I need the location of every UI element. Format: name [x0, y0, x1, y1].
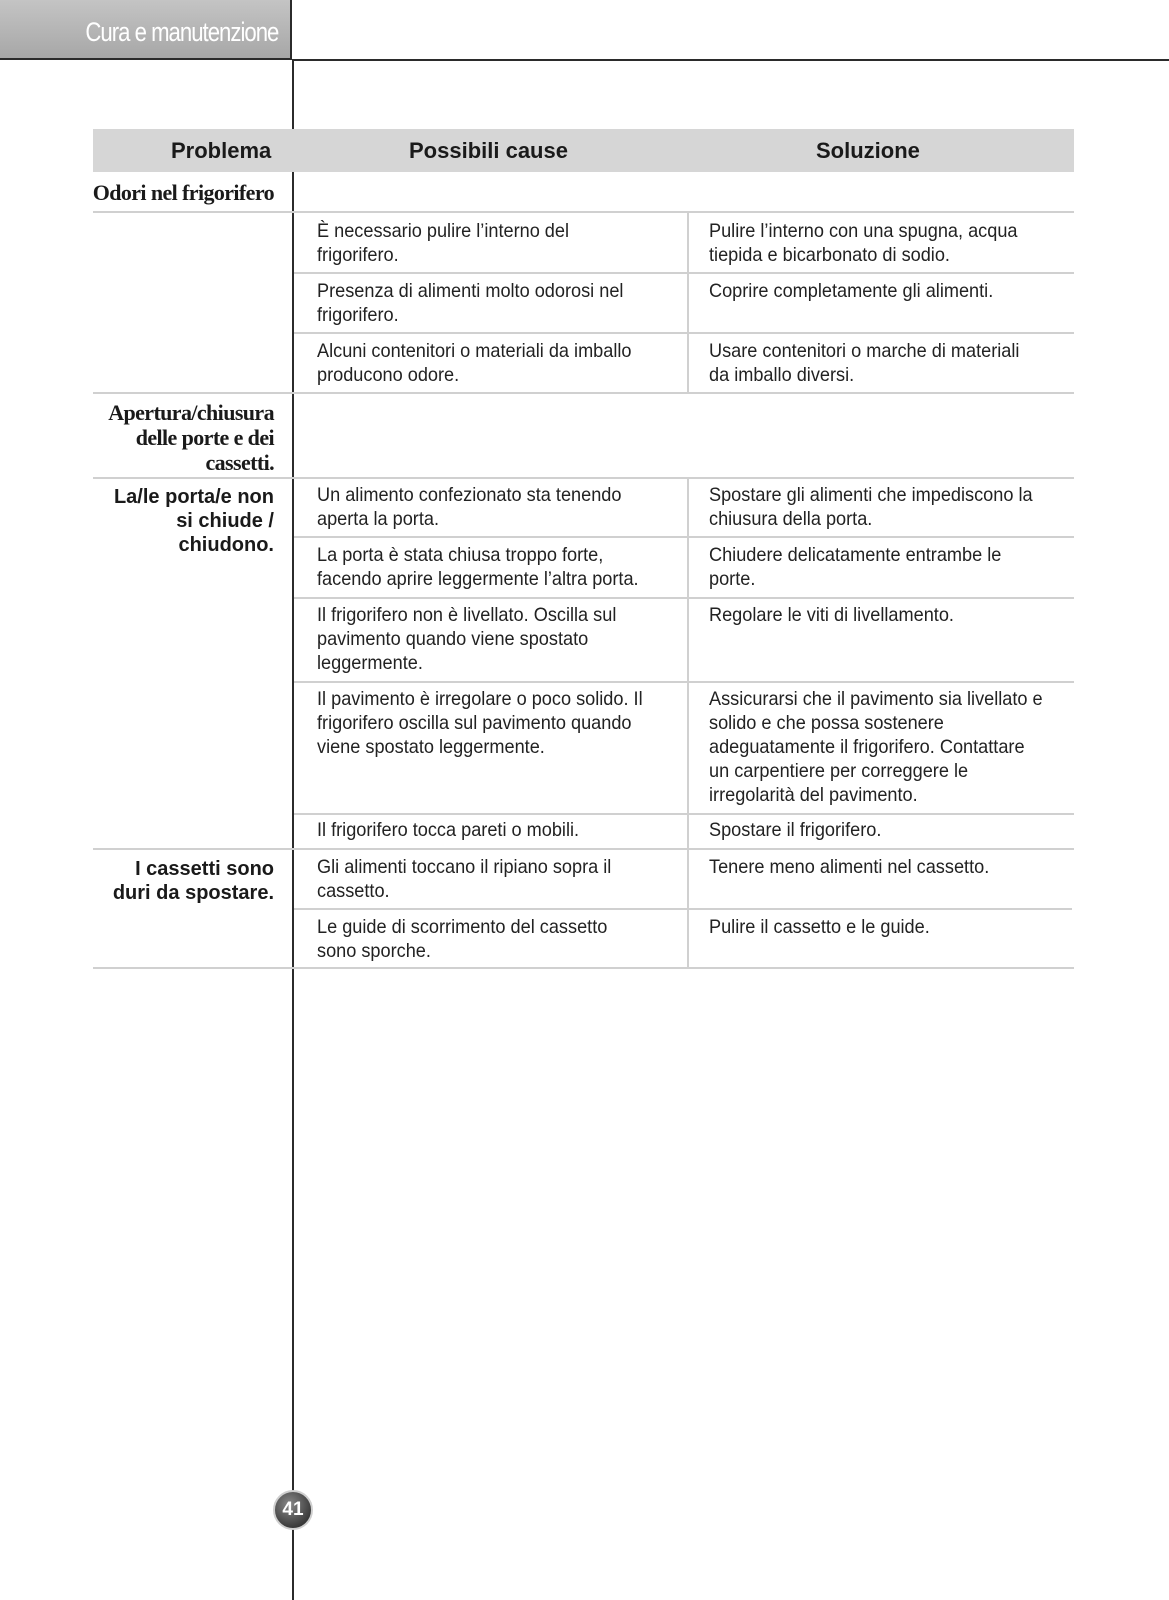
- problem-door-drawer-opening: Apertura/chiusura delle porte e dei cassetti.: [108, 400, 274, 475]
- row-divider: [93, 211, 1074, 213]
- header-rule: [292, 59, 1169, 61]
- solution-cell: Tenere meno alimenti nel cassetto.: [709, 856, 990, 878]
- row-divider: [294, 597, 1074, 599]
- row-divider: [294, 813, 1074, 815]
- row-divider: [294, 908, 1072, 910]
- margin-vertical-rule: [292, 60, 294, 1600]
- cause-cell: Presenza di alimenti molto odorosi nel frigorifero.: [317, 280, 624, 326]
- problem-drawers-stiff: I cassetti sono duri da spostare.: [112, 858, 274, 904]
- solution-cell: Regolare le viti di livellamento.: [709, 604, 954, 626]
- row-divider: [93, 967, 1074, 969]
- row-divider: [294, 536, 1074, 538]
- column-separator: [687, 477, 689, 848]
- row-divider: [294, 272, 1074, 274]
- cause-cell: Il frigorifero non è livellato. Oscilla sul pavimento quando viene spostato leggermente.: [317, 604, 617, 674]
- column-separator: [687, 211, 689, 392]
- cause-cell: Alcuni contenitori o materiali da imballo producono odore.: [317, 340, 632, 386]
- row-divider: [93, 477, 1074, 479]
- cause-cell: Il pavimento è irregolare o poco solido. Il frigorifero oscilla sul pavimento quando viene spostato leggermente.: [317, 688, 643, 758]
- column-header-causes: Possibili cause: [409, 138, 568, 163]
- row-divider: [93, 392, 1074, 394]
- solution-cell: Assicurarsi che il pavimento sia livellato e solido e che possa sostenere adeguatamente il frigorifero. Contattare un carpentiere per correggere le irregolarità del pavimento.: [709, 688, 1043, 806]
- solution-cell: Pulire il cassetto e le guide.: [709, 916, 930, 938]
- section-title: Cura e manutenzione: [84, 17, 278, 47]
- page-number: 41: [282, 1499, 304, 1520]
- cause-cell: Le guide di scorrimento del cassetto sono sporche.: [317, 916, 608, 962]
- solution-cell: Chiudere delicatamente entrambe le porte.: [709, 544, 1002, 590]
- cause-cell: Il frigorifero tocca pareti o mobili.: [317, 819, 580, 841]
- table-header: [93, 129, 1074, 172]
- solution-cell: Spostare gli alimenti che impediscono la chiusura della porta.: [709, 484, 1033, 530]
- column-header-problem: Problema: [171, 138, 272, 163]
- solution-cell: Coprire completamente gli alimenti.: [709, 280, 994, 302]
- row-divider: [294, 332, 1074, 334]
- cause-cell: Gli alimenti toccano il ripiano sopra il cassetto.: [317, 856, 612, 902]
- solution-cell: Pulire l’interno con una spugna, acqua tiepida e bicarbonato di sodio.: [709, 220, 1018, 266]
- solution-cell: Spostare il frigorifero.: [709, 819, 882, 841]
- problem-odors: Odori nel frigorifero: [92, 180, 274, 205]
- column-header-solution: Soluzione: [816, 138, 920, 163]
- cause-cell: La porta è stata chiusa troppo forte, facendo aprire leggermente l’altra porta.: [317, 544, 639, 590]
- column-separator: [687, 848, 689, 967]
- cause-cell: È necessario pulire l’interno del frigorifero.: [317, 220, 570, 266]
- row-divider: [93, 848, 1074, 850]
- row-divider: [294, 681, 1074, 683]
- section-header-tab: [0, 0, 292, 60]
- problem-door-not-closing: La/le porta/e non si chiude / chiudono.: [113, 486, 274, 556]
- cause-cell: Un alimento confezionato sta tenendo aperta la porta.: [317, 484, 622, 530]
- solution-cell: Usare contenitori o marche di materiali da imballo diversi.: [709, 340, 1020, 386]
- page-number-badge: [273, 1490, 313, 1530]
